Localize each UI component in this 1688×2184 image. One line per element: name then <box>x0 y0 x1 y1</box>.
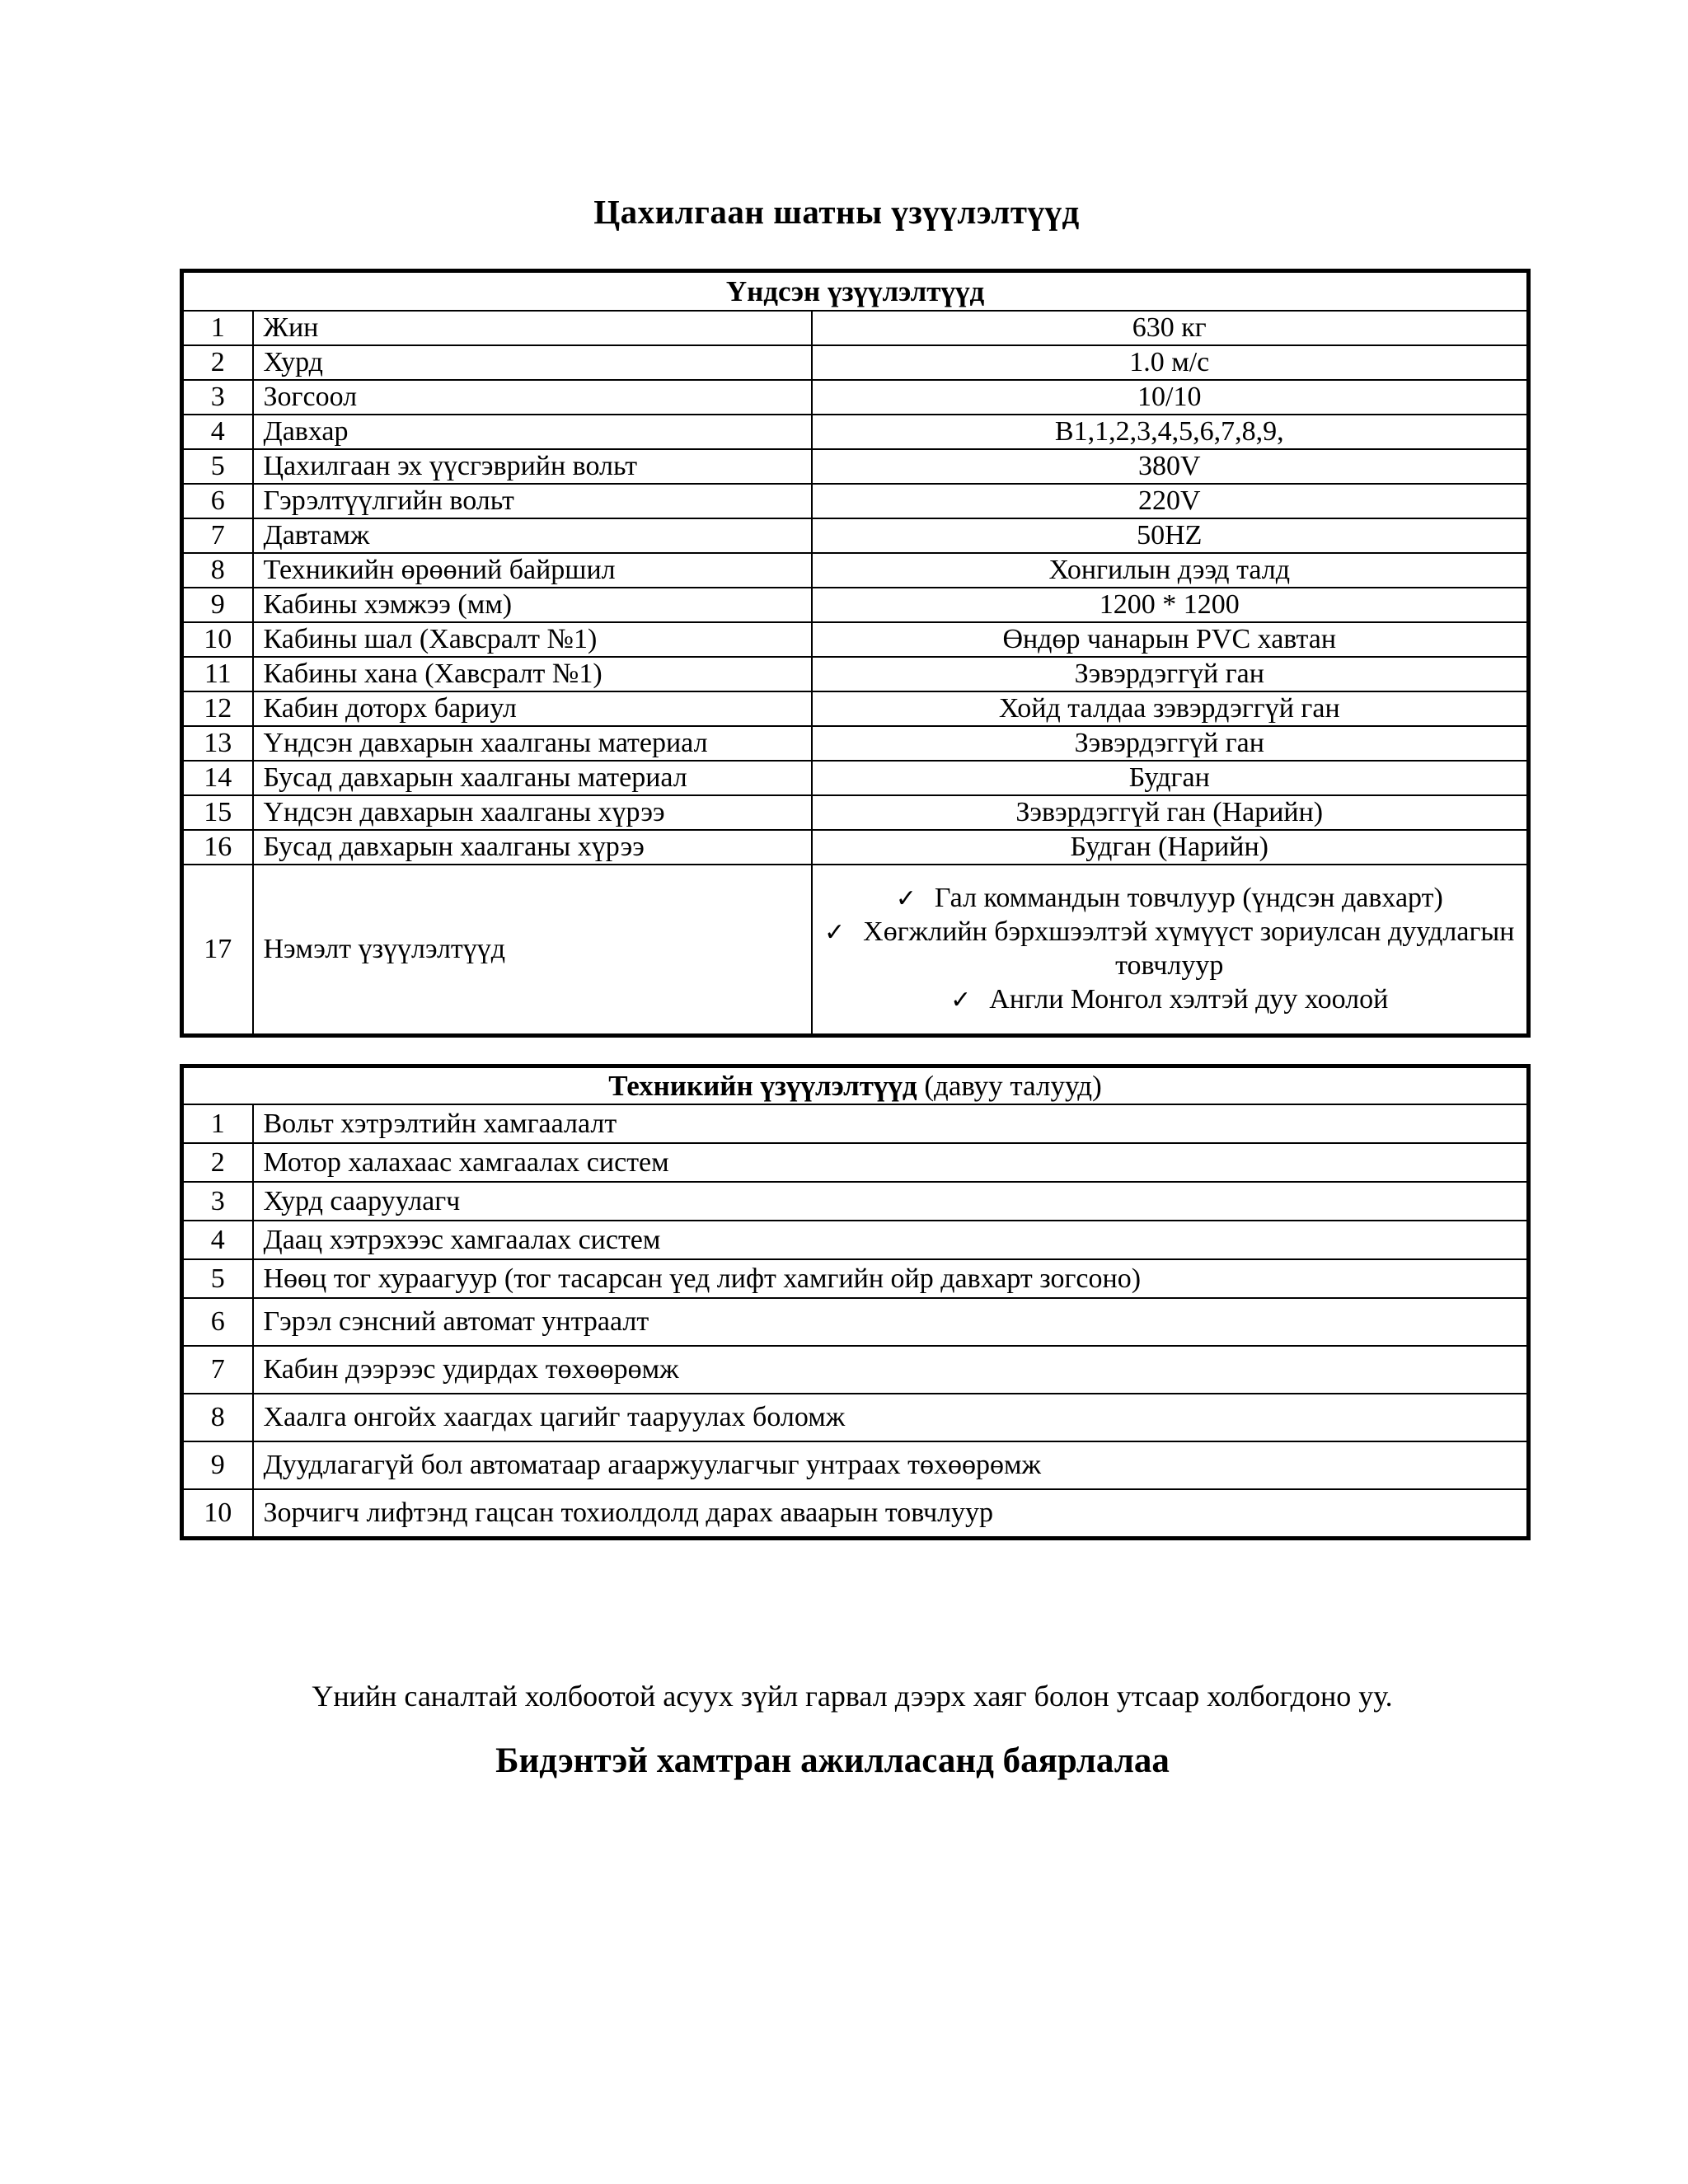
row-number: 3 <box>182 380 253 415</box>
table-row <box>182 1182 1529 1221</box>
row-number: 5 <box>182 449 253 484</box>
technical-specs-header <box>182 1066 1529 1105</box>
row-number: 10 <box>182 622 253 657</box>
row-number: 15 <box>182 795 253 830</box>
spec-value: 220V <box>812 484 1529 518</box>
spec-name: Нэмэлт үзүүлэлтүүд <box>253 865 812 1036</box>
row-number: 7 <box>182 1346 253 1394</box>
table-row <box>182 553 1529 588</box>
table-row <box>182 380 1529 415</box>
basic-specs-header: Үндсэн үзүүлэлтүүд <box>182 271 1529 312</box>
spec-name: Зогсоол <box>253 380 812 415</box>
row-number: 12 <box>182 691 253 726</box>
spec-name: Давхар <box>253 415 812 449</box>
basic-specs-table <box>180 269 1531 1038</box>
feature-text: Кабин дээрээс удирдах төхөөрөмж <box>253 1346 1529 1394</box>
row-number: 3 <box>182 1182 253 1221</box>
checkmark-icon: ✓ <box>824 918 846 948</box>
row-number: 1 <box>182 311 253 345</box>
table-row <box>182 1259 1529 1298</box>
spec-value: Хойд талдаа зэвэрдэггүй ган <box>812 691 1529 726</box>
spec-name: Техникийн өрөөний байршил <box>253 553 812 588</box>
table-row <box>182 345 1529 380</box>
feature-text: Мотор халахаас хамгаалах систем <box>253 1143 1529 1182</box>
table-row <box>182 830 1529 865</box>
spec-value: Будган <box>812 761 1529 795</box>
table-row <box>182 657 1529 691</box>
spec-name: Жин <box>253 311 812 345</box>
spec-name: Үндсэн давхарын хаалганы материал <box>253 726 812 761</box>
page-title: Цахилгаан шатны үзүүлэлтүүд <box>593 193 1080 231</box>
row-number: 5 <box>182 1259 253 1298</box>
row-number: 17 <box>182 865 253 1036</box>
feature-text: Гэрэл сэнсний автомат унтраалт <box>253 1298 1529 1346</box>
spec-value: 630 кг <box>812 311 1529 345</box>
spec-name: Гэрэлтүүлгийн вольт <box>253 484 812 518</box>
row-number: 16 <box>182 830 253 865</box>
row-number: 7 <box>182 518 253 553</box>
table-row <box>182 1143 1529 1182</box>
spec-value: 50HZ <box>812 518 1529 553</box>
spec-value: 1200 * 1200 <box>812 588 1529 622</box>
spec-value: 1.0 м/с <box>812 345 1529 380</box>
basic-specs-header-row <box>182 271 1529 312</box>
row-number: 4 <box>182 415 253 449</box>
list-item <box>823 983 1517 1017</box>
row-number: 9 <box>182 588 253 622</box>
row-number: 1 <box>182 1104 253 1143</box>
feature-text: Хөгжлийн бэрхшээлтэй хүмүүст зориулсан дуудлагын товчлуур <box>863 916 1515 981</box>
technical-specs-header-note: (давуу талууд) <box>924 1070 1102 1102</box>
row-number: 6 <box>182 484 253 518</box>
table-row <box>182 311 1529 345</box>
spec-name: Цахилгаан эх үүсгэврийн вольт <box>253 449 812 484</box>
table-row <box>182 484 1529 518</box>
spec-name: Хурд <box>253 345 812 380</box>
spec-name: Кабины хэмжээ (мм) <box>253 588 812 622</box>
technical-specs-table <box>180 1064 1531 1540</box>
row-number: 4 <box>182 1221 253 1259</box>
table-row <box>182 1221 1529 1259</box>
contact-note: Үнийн саналтай холбоотой асуух зүйл гарвал дээрх хаяг болон утсаар холбогдоно уу. <box>312 1680 1393 1713</box>
table-row <box>182 449 1529 484</box>
row-number: 14 <box>182 761 253 795</box>
table-row-additional-features <box>182 865 1529 1036</box>
table-row <box>182 415 1529 449</box>
checkmark-icon: ✓ <box>950 985 972 1015</box>
spec-name: Кабины шал (Хавсралт №1) <box>253 622 812 657</box>
spec-value: Зэвэрдэггүй ган <box>812 726 1529 761</box>
spec-name: Кабины хана (Хавсралт №1) <box>253 657 812 691</box>
feature-text: Зорчигч лифтэнд гацсан тохиолдолд дарах аваарын товчлуур <box>253 1489 1529 1539</box>
table-row <box>182 726 1529 761</box>
table-row <box>182 1298 1529 1346</box>
row-number: 8 <box>182 553 253 588</box>
row-number: 6 <box>182 1298 253 1346</box>
spec-value: Зэвэрдэггүй ган <box>812 657 1529 691</box>
spec-value: Будган (Нарийн) <box>812 830 1529 865</box>
row-number: 2 <box>182 1143 253 1182</box>
row-number: 13 <box>182 726 253 761</box>
table-row <box>182 588 1529 622</box>
spec-value: 380V <box>812 449 1529 484</box>
table-row <box>182 518 1529 553</box>
spec-name: Бусад давхарын хаалганы материал <box>253 761 812 795</box>
row-number: 10 <box>182 1489 253 1539</box>
table-row <box>182 1441 1529 1489</box>
table-row <box>182 795 1529 830</box>
table-row <box>182 1394 1529 1441</box>
spec-value: 10/10 <box>812 380 1529 415</box>
technical-specs-header-bold: Техникийн үзүүлэлтүүд <box>608 1070 917 1102</box>
table-row <box>182 1489 1529 1539</box>
feature-text: Вольт хэтрэлтийн хамгаалалт <box>253 1104 1529 1143</box>
feature-text: Хурд сааруулагч <box>253 1182 1529 1221</box>
spec-value: Зэвэрдэггүй ган (Нарийн) <box>812 795 1529 830</box>
feature-text: Даац хэтрэхээс хамгаалах систем <box>253 1221 1529 1259</box>
spec-value: Хонгилын дээд талд <box>812 553 1529 588</box>
table-row <box>182 1104 1529 1143</box>
row-number: 9 <box>182 1441 253 1489</box>
spec-name: Бусад давхарын хаалганы хүрээ <box>253 830 812 865</box>
table-row <box>182 1346 1529 1394</box>
feature-text: Нөөц тог хураагуур (тог тасарсан үед лифт хамгийн ойр давхарт зогсоно) <box>253 1259 1529 1298</box>
feature-text: Дуудлагагүй бол автоматаар агааржуулагчыг унтраах төхөөрөмж <box>253 1441 1529 1489</box>
row-number: 11 <box>182 657 253 691</box>
feature-text: Гал коммандын товчлуур (үндсэн давхарт) <box>934 883 1443 914</box>
list-item <box>823 916 1517 983</box>
technical-specs-header-row <box>182 1066 1529 1105</box>
feature-checklist <box>823 882 1517 1016</box>
additional-features-cell <box>812 865 1529 1036</box>
row-number: 8 <box>182 1394 253 1441</box>
feature-text: Хаалга онгойх хаагдах цагийг тааруулах боломж <box>253 1394 1529 1441</box>
spec-name: Давтамж <box>253 518 812 553</box>
table-row <box>182 622 1529 657</box>
spec-name: Үндсэн давхарын хаалганы хүрээ <box>253 795 812 830</box>
thank-you-text: Бидэнтэй хамтран ажилласанд баярлалаа <box>495 1741 1170 1780</box>
checkmark-icon: ✓ <box>895 884 917 914</box>
spec-value: Өндөр чанарын PVC хавтан <box>812 622 1529 657</box>
spec-value: B1,1,2,3,4,5,6,7,8,9, <box>812 415 1529 449</box>
spec-name: Кабин доторх бариул <box>253 691 812 726</box>
table-row <box>182 761 1529 795</box>
list-item <box>823 882 1517 916</box>
table-row <box>182 691 1529 726</box>
row-number: 2 <box>182 345 253 380</box>
feature-text: Англи Монгол хэлтэй дуу хоолой <box>989 983 1389 1015</box>
